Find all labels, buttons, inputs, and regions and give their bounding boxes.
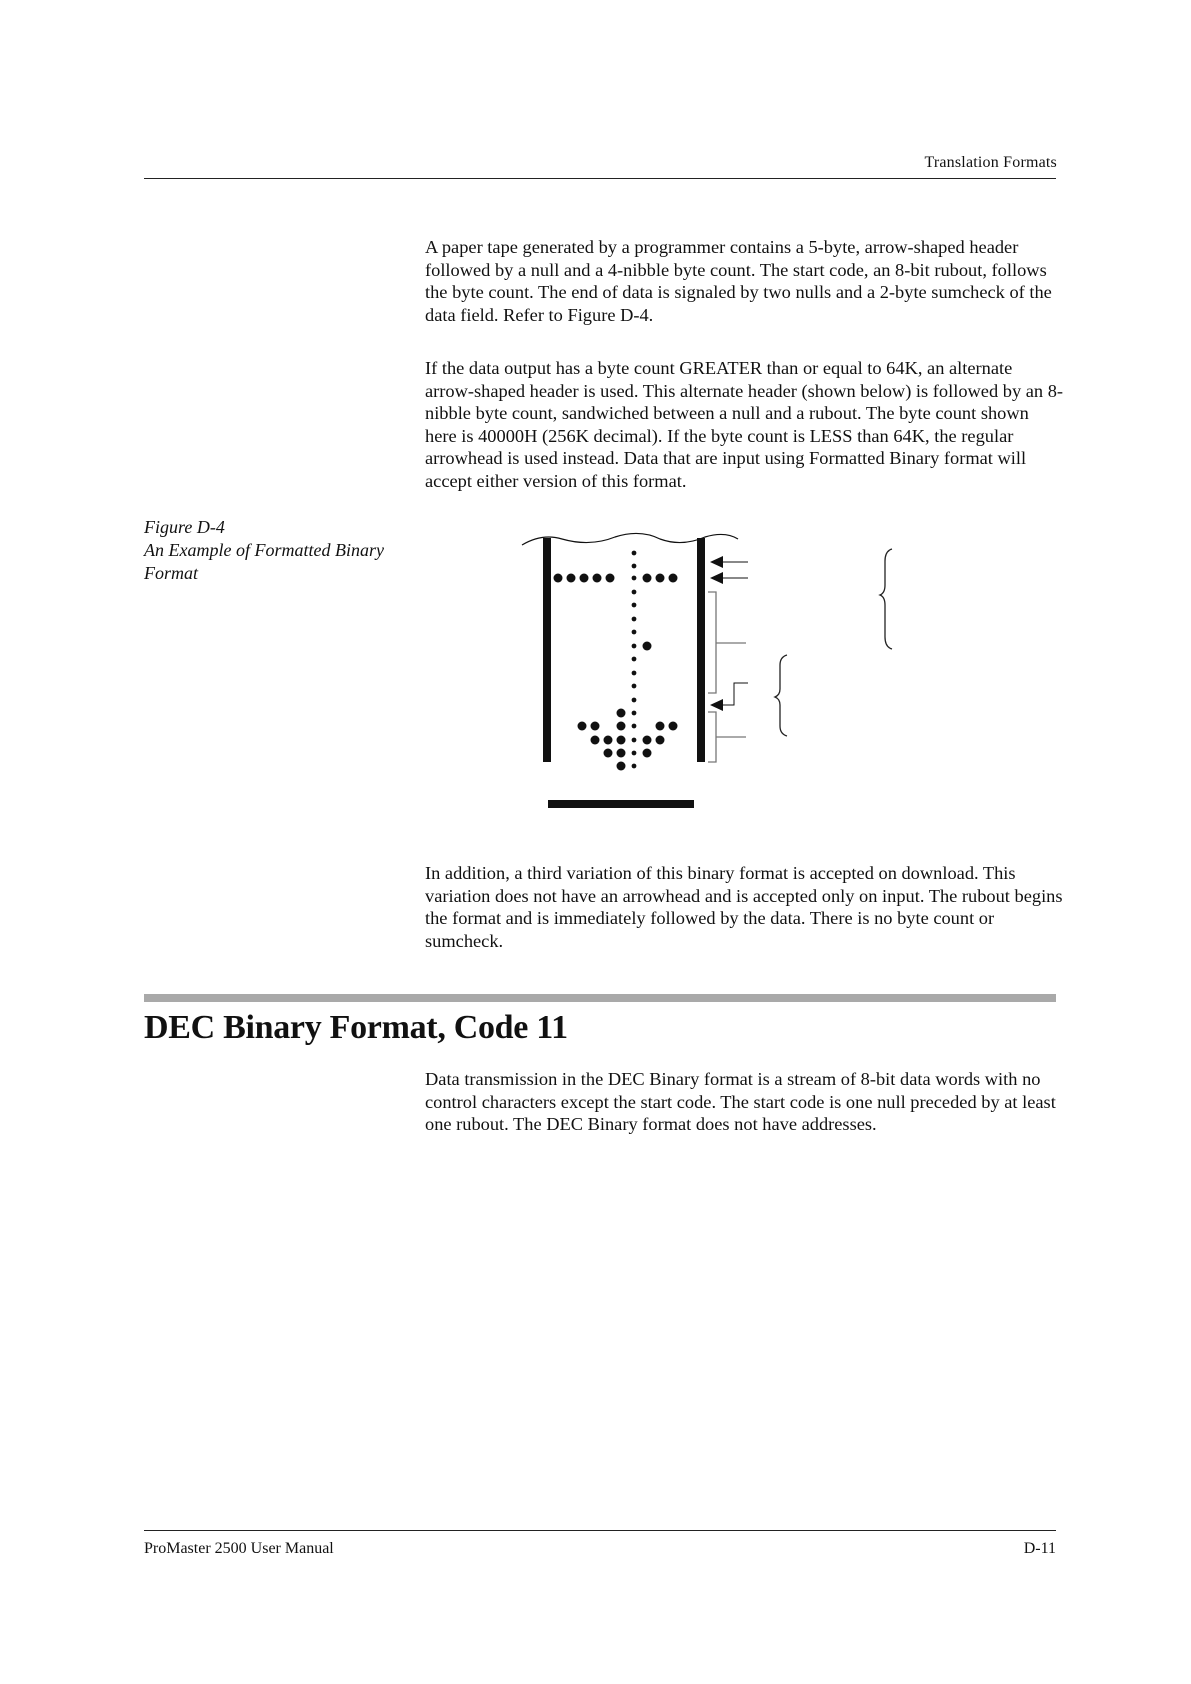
paragraph-text: If the data output has a byte count GREATER than or equal to 64K, an alternate arrow-shaped header is used. This alternate header (shown below) is followed by an 8-nibble byte count, sandwiched between a null and a rubout. The byte count shown here is 40000H (256K decimal). If the byte count is LESS than 64K, the regular arrowhead is used instead. Data that are input using Formatted Binary format will accept either version of this format.: [425, 358, 1064, 491]
section-title: DEC Binary Format, Code 11: [144, 1009, 568, 1046]
arrow-icon: [710, 699, 723, 711]
running-header: Translation Formats: [924, 154, 1057, 171]
tape-right-edge: [697, 538, 705, 762]
rubout-row: [554, 574, 678, 583]
footer-rule: [144, 1530, 1056, 1531]
curly-brace: [775, 655, 787, 736]
range-brackets: [708, 592, 746, 762]
section-divider: [144, 994, 1056, 1002]
section-paragraph: [425, 1068, 1065, 1136]
data-bit: [643, 642, 652, 651]
footer-page-number: D-11: [1023, 1540, 1056, 1557]
curly-brace: [880, 549, 892, 649]
header-rule: [144, 178, 1056, 179]
arrow-icon: [710, 572, 723, 584]
tape-left-edge: [543, 538, 551, 762]
tape-torn-edge: [522, 533, 738, 545]
paragraph-text: Data transmission in the DEC Binary format is a stream of 8-bit data words with no control characters except the start code. The start code is one null preceded by at least one rubout. The DEC Binary format does not have addresses.: [425, 1069, 1056, 1134]
arrowhead-header: [578, 709, 678, 771]
figure-caption-line-2: Format: [144, 563, 198, 583]
body-paragraph-2: [425, 357, 1065, 492]
footer-manual-title: ProMaster 2500 User Manual: [144, 1540, 334, 1557]
paragraph-text: In addition, a third variation of this binary format is accepted on download. This variation does not have an arrowhead and is accepted only on input. The rubout begins the format and is immediately followed by the data. There is no byte count or sumcheck.: [425, 863, 1063, 951]
arrow-icon: [710, 556, 723, 568]
figure-caption: [144, 516, 424, 585]
body-paragraph-3: [425, 862, 1065, 952]
paper-tape-figure: [520, 525, 940, 820]
figure-caption-line-1: An Example of Formatted Binary: [144, 540, 384, 560]
paragraph-text: A paper tape generated by a programmer contains a 5-byte, arrow-shaped header followed by a null and a 4-nibble byte count. The start code, an 8-bit rubout, follows the byte count. The end of data is signaled by two nulls and a 2-byte sumcheck of the data field. Refer to Figure D-4.: [425, 237, 1052, 325]
tape-end-bar: [548, 800, 694, 808]
sprocket-holes: [632, 551, 637, 769]
figure-label: Figure D-4: [144, 517, 225, 537]
body-paragraph-1: [425, 236, 1065, 326]
